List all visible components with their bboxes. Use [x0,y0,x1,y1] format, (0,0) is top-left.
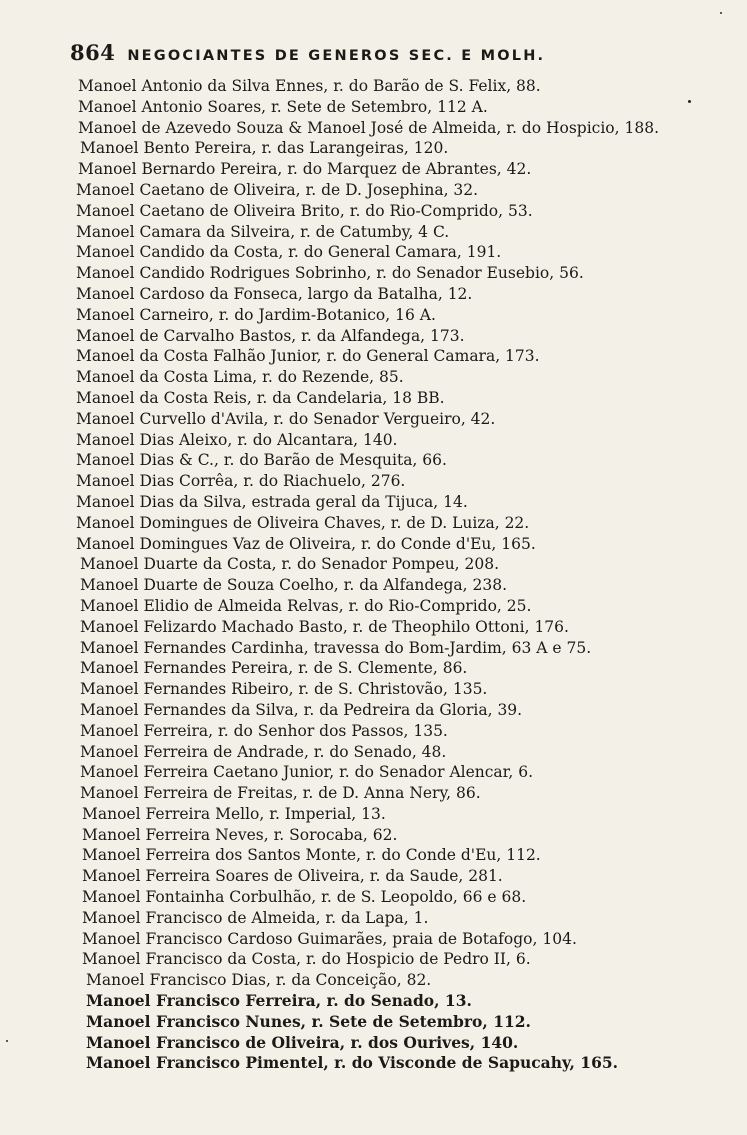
ink-speck [688,100,691,103]
list-item: Manoel Dias & C., r. do Barão de Mesquita, 66. [76,451,447,470]
running-head: NEGOCIANTES DE GENEROS SEC. E MOLH. [127,48,546,64]
ink-speck [720,12,722,14]
list-item: Manoel Candido Rodrigues Sobrinho, r. do Senador Eusebio, 56. [76,264,584,283]
list-item: Manoel Felizardo Machado Basto, r. de Theophilo Ottoni, 176. [80,617,569,636]
list-item: Manoel Fernandes Cardinha, travessa do Bom-Jardim, 63 A e 75. [80,638,592,657]
list-item: Manoel da Costa Falhão Junior, r. do General Camara, 173. [76,347,540,366]
list-item: Manoel Francisco da Costa, r. do Hospicio de Pedro II, 6. [82,950,531,969]
list-item: Manoel Francisco Dias, r. da Conceição, 82. [86,971,432,990]
list-item: Manoel da Costa Reis, r. da Candelaria, 18 BB. [76,388,445,407]
list-item: Manoel Camara da Silveira, r. de Catumby, 4 C. [76,222,450,241]
list-item: Manoel Francisco de Oliveira, r. dos Ourives, 140. [86,1032,519,1052]
ink-speck [6,1040,8,1042]
list-item: Manoel Ferreira Soares de Oliveira, r. da Saude, 281. [82,867,503,886]
list-item: Manoel Francisco Pimentel, r. do Visconde de Sapucahy, 165. [86,1053,619,1073]
list-item: Manoel Candido da Costa, r. do General Camara, 191. [76,243,502,262]
list-item: Manoel Fernandes Ribeiro, r. de S. Christovão, 135. [80,680,488,699]
list-item: Manoel Bento Pereira, r. das Larangeiras, 120. [80,139,449,158]
list-item: Manoel Francisco Cardoso Guimarães, praia de Botafogo, 104. [82,929,577,948]
page-number: 864 [70,40,116,65]
list-item: Manoel Elidio de Almeida Relvas, r. do Rio-Comprido, 25. [80,596,532,615]
merchant-list [72,76,722,1074]
list-item: Manoel Carneiro, r. do Jardim-Botanico, 16 A. [76,305,436,324]
list-item: Manoel Antonio da Silva Ennes, r. do Barão de S. Felix, 88. [78,77,541,95]
list-item: Manoel de Carvalho Bastos, r. da Alfandega, 173. [76,326,465,345]
list-item: Manoel Cardoso da Fonseca, largo da Batalha, 12. [76,284,473,303]
list-item: Manoel Fontainha Corbulhão, r. de S. Leopoldo, 66 e 68. [82,888,527,907]
list-item: Manoel Antonio Soares, r. Sete de Setembro, 112 A. [78,97,488,116]
list-item: Manoel Duarte da Costa, r. do Senador Pompeu, 208. [80,555,500,574]
list-item: Manoel Ferreira de Freitas, r. de D. Anna Nery, 86. [80,784,481,803]
list-item: Manoel Curvello d'Avila, r. do Senador Vergueiro, 42. [76,409,496,428]
list-item: Manoel Duarte de Souza Coelho, r. da Alfandega, 238. [80,576,508,595]
list-item: Manoel Ferreira Mello, r. Imperial, 13. [82,804,386,823]
list-item: Manoel Dias da Silva, estrada geral da Tijuca, 14. [76,492,468,511]
list-item: Manoel Caetano de Oliveira Brito, r. do Rio-Comprido, 53. [76,201,533,220]
list-item: Manoel Fernandes Pereira, r. de S. Clemente, 86. [80,659,468,678]
list-item: Manoel Domingues Vaz de Oliveira, r. do Conde d'Eu, 165. [76,534,536,553]
list-item: Manoel Ferreira Neves, r. Sorocaba, 62. [82,825,398,844]
list-item: Manoel Dias Aleixo, r. do Alcantara, 140. [76,430,398,449]
page-header [70,40,710,68]
list-item: Manoel Ferreira Caetano Junior, r. do Senador Alencar, 6. [80,763,534,782]
list-item: Manoel Domingues de Oliveira Chaves, r. de D. Luiza, 22. [76,513,530,532]
list-item: Manoel Caetano de Oliveira, r. de D. Josephina, 32. [76,180,479,199]
list-item: Manoel Ferreira de Andrade, r. do Senado, 48. [80,742,447,761]
list-item: Manoel Francisco Nunes, r. Sete de Setembro, 112. [86,1011,531,1031]
list-item: Manoel Ferreira dos Santos Monte, r. do Conde d'Eu, 112. [82,846,541,865]
list-item: Manoel Francisco Ferreira, r. do Senado, 13. [86,991,472,1011]
list-item: Manoel Bernardo Pereira, r. do Marquez de Abrantes, 42. [78,160,532,179]
list-item: Manoel de Azevedo Souza & Manoel José de Almeida, r. do Hospicio, 188. [78,118,660,137]
list-item: Manoel Ferreira, r. do Senhor dos Passos, 135. [80,721,448,740]
list-item: Manoel Fernandes da Silva, r. da Pedreira da Gloria, 39. [80,700,523,719]
list-item: Manoel Francisco de Almeida, r. da Lapa, 1. [82,908,429,927]
list-item: Manoel da Costa Lima, r. do Rezende, 85. [76,368,404,387]
list-item: Manoel Dias Corrêa, r. do Riachuelo, 276. [76,472,406,491]
